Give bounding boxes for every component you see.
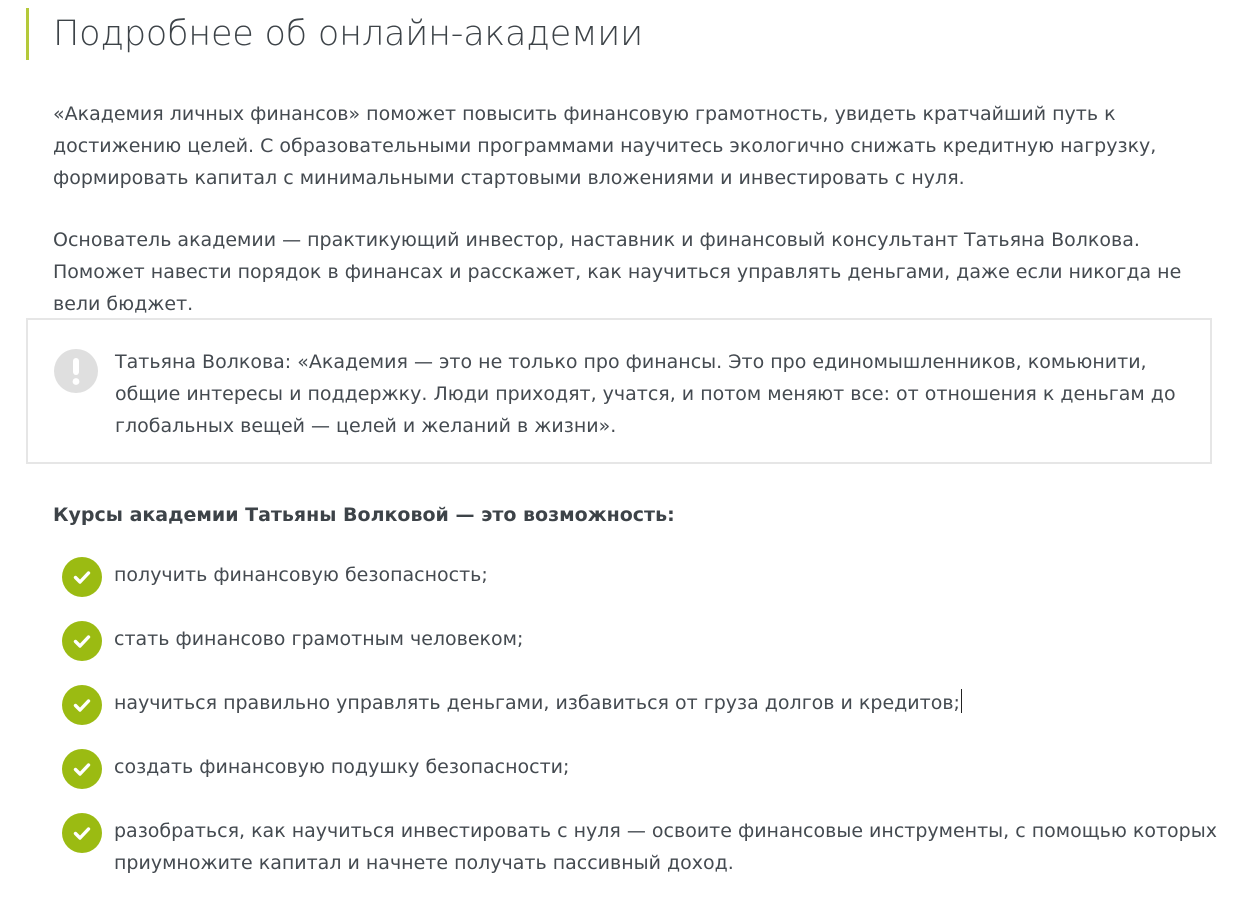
quote-text: Татьяна Волкова: «Академия — это не только про финансы. Это про единомышленников, комьюнити, общие интересы и поддержку. Люди приходят, учатся, и потом меняют все: от отношения к деньгам до глобальных вещей — целей и желаний в жизни». (115, 351, 1176, 437)
list-heading: Курсы академии Татьяны Волковой — это возможность: (53, 504, 675, 526)
check-circle-icon (62, 557, 102, 597)
quote-box (26, 318, 1212, 464)
intro-paragraph: «Академия личных финансов» поможет повысить финансовую грамотность, увидеть кратчайший путь к достижению целей. С образовательными программами научитесь экологично снижать кредитную нагрузку, формировать капитал с минимальными стартовыми вложениями и инвестировать с нуля. (53, 103, 1157, 189)
check-circle-icon (62, 749, 102, 789)
benefits-list (62, 555, 1222, 899)
check-circle-icon (62, 813, 102, 853)
list-item (62, 811, 1222, 879)
page-title: Подробнее об онлайн-академии (53, 14, 644, 54)
exclamation-circle-icon (54, 349, 98, 393)
list-item-text: разобраться, как научиться инвестировать с нуля — освоите финансовые инструменты, с помощью которых приумножите капитал и начнете получать пассивный доход. (114, 820, 1217, 874)
list-item-text[interactable]: научиться правильно управлять деньгами, избавиться от груза долгов и кредитов; (114, 692, 960, 714)
list-item (62, 683, 1222, 727)
check-circle-icon (62, 685, 102, 725)
founder-paragraph: Основатель академии — практикующий инвестор, наставник и финансовый консультант Татьяна Волкова. Поможет навести порядок в финансах и расскажет, как научиться управлять деньгами, даже если никогда не вели бюджет. (53, 229, 1182, 315)
check-circle-icon (62, 621, 102, 661)
list-item (62, 619, 1222, 663)
list-item (62, 747, 1222, 791)
list-item-text: получить финансовую безопасность; (114, 564, 488, 586)
text-cursor (961, 689, 962, 713)
list-item (62, 555, 1222, 599)
list-item-text: создать финансовую подушку безопасности; (114, 756, 570, 778)
title-accent-bar (26, 8, 643, 60)
list-item-text: стать финансово грамотным человеком; (114, 628, 524, 650)
